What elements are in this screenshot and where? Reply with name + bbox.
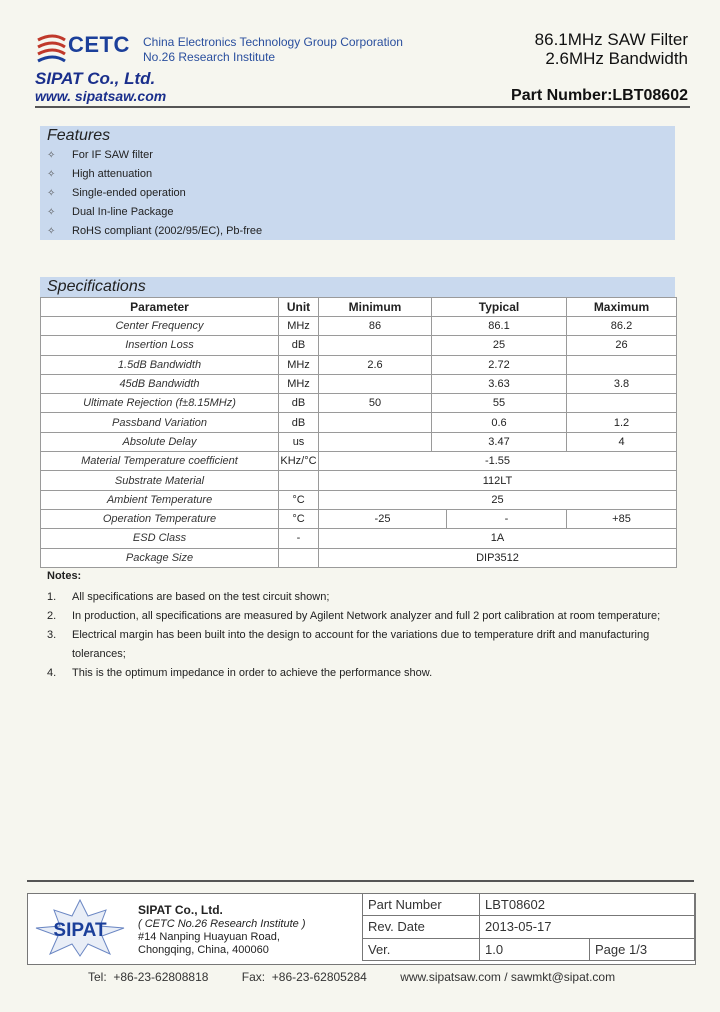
col-header: Typical [432, 298, 567, 317]
table-row: Material Temperature coefficient KHz/°C -1.55 [41, 452, 677, 471]
specifications-title: Specifications [47, 278, 146, 295]
rev-date-label: Rev. Date [363, 916, 480, 938]
rev-date-value: 2013-05-17 [480, 916, 695, 938]
product-line-1: 86.1MHz SAW Filter [534, 30, 688, 49]
note-item: 4. This is the optimum impedance in order to achieve the performance show. [47, 667, 433, 679]
footer-institute: ( CETC No.26 Research Institute ) [138, 918, 306, 930]
notes-title: Notes: [47, 570, 82, 582]
footer-company: SIPAT Co., Ltd. [138, 903, 223, 917]
table-row: Insertion Loss dB 25 26 [41, 336, 677, 355]
table-row: 45dB Bandwidth MHz 3.63 3.8 [41, 374, 677, 393]
sipat-logo-icon [32, 898, 128, 958]
product-line-2: 2.6MHz Bandwidth [545, 49, 688, 68]
table-header-row [41, 298, 677, 317]
col-header: Minimum [319, 298, 432, 317]
diamond-bullet-icon: ✧ [47, 226, 56, 237]
company-website[interactable]: www. sipatsaw.com [35, 88, 167, 104]
part-number-value: LBT08602 [480, 894, 695, 916]
diamond-bullet-icon: ✧ [47, 188, 56, 199]
table-row: Substrate Material 112LT [41, 471, 677, 490]
specifications-table [40, 297, 677, 568]
part-number-heading: Part Number:LBT08602 [511, 87, 688, 104]
features-title: Features [47, 127, 111, 144]
note-item: 2. In production, all specifications are measured by Agilent Network analyzer and full 2 port calibration at room temperature; [47, 610, 661, 622]
notes-section [47, 570, 667, 683]
corporation-name [143, 35, 403, 65]
version-label: Ver. [363, 938, 480, 960]
page-indicator: Page 1/3 [590, 938, 695, 960]
table-row [363, 938, 695, 960]
table-row: 1.5dB Bandwidth MHz 2.6 2.72 [41, 355, 677, 374]
table-row [363, 916, 695, 938]
feature-item: ✧ RoHS compliant (2002/95/EC), Pb-free [47, 222, 262, 241]
diamond-bullet-icon: ✧ [47, 207, 56, 218]
corp-line-2: No.26 Research Institute [143, 50, 276, 64]
col-header: Maximum [567, 298, 677, 317]
footer-address-line-1: #14 Nanping Huayuan Road, [138, 931, 280, 943]
table-row: Center Frequency MHz 86 86.1 86.2 [41, 317, 677, 336]
table-row: Absolute Delay us 3.47 4 [41, 432, 677, 451]
feature-item: ✧ For IF SAW filter [47, 146, 262, 165]
company-name: SIPAT Co., Ltd. [35, 69, 156, 88]
document-info-table [362, 893, 695, 961]
table-row: Ultimate Rejection (f±8.15MHz) dB 50 55 [41, 394, 677, 413]
feature-item: ✧ Dual In-line Package [47, 203, 262, 222]
table-row: ESD Class - 1A [41, 529, 677, 548]
sipat-logo-text: SIPAT [53, 920, 107, 941]
table-row: Passband Variation dB 0.6 1.2 [41, 413, 677, 432]
footer-contacts: Tel: +86-23-62808818 Fax: +86-23-62805284 www.sipatsaw.com / sawmkt@sipat.com [88, 970, 616, 984]
table-row [363, 894, 695, 916]
table-row: Package Size DIP3512 [41, 548, 677, 567]
feature-item: ✧ High attenuation [47, 165, 262, 184]
col-header: Unit [279, 298, 319, 317]
footer-address-line-2: Chongqing, China, 400060 [138, 944, 269, 956]
note-item: 1. All specifications are based on the test circuit shown; [47, 591, 330, 603]
part-number-label: Part Number [363, 894, 480, 916]
table-row: Ambient Temperature °C 25 [41, 490, 677, 509]
product-title [535, 30, 688, 68]
note-item: 3. Electrical margin has been built into the design to account for the variations due to temperature drift and manufacturing tolerances; [47, 629, 650, 660]
features-list [47, 146, 262, 241]
col-header: Parameter [41, 298, 279, 317]
version-value: 1.0 [480, 938, 590, 960]
diamond-bullet-icon: ✧ [47, 169, 56, 180]
corp-line-1: China Electronics Technology Group Corporation [143, 35, 403, 49]
footer-divider [27, 880, 694, 882]
feature-item: ✧ Single-ended operation [47, 184, 262, 203]
table-row: Operation Temperature °C -25 - +85 [41, 509, 677, 528]
diamond-bullet-icon: ✧ [47, 150, 56, 161]
header-divider [35, 106, 690, 108]
footer-address [138, 918, 306, 957]
cetc-logo-text: CETC [68, 32, 130, 57]
